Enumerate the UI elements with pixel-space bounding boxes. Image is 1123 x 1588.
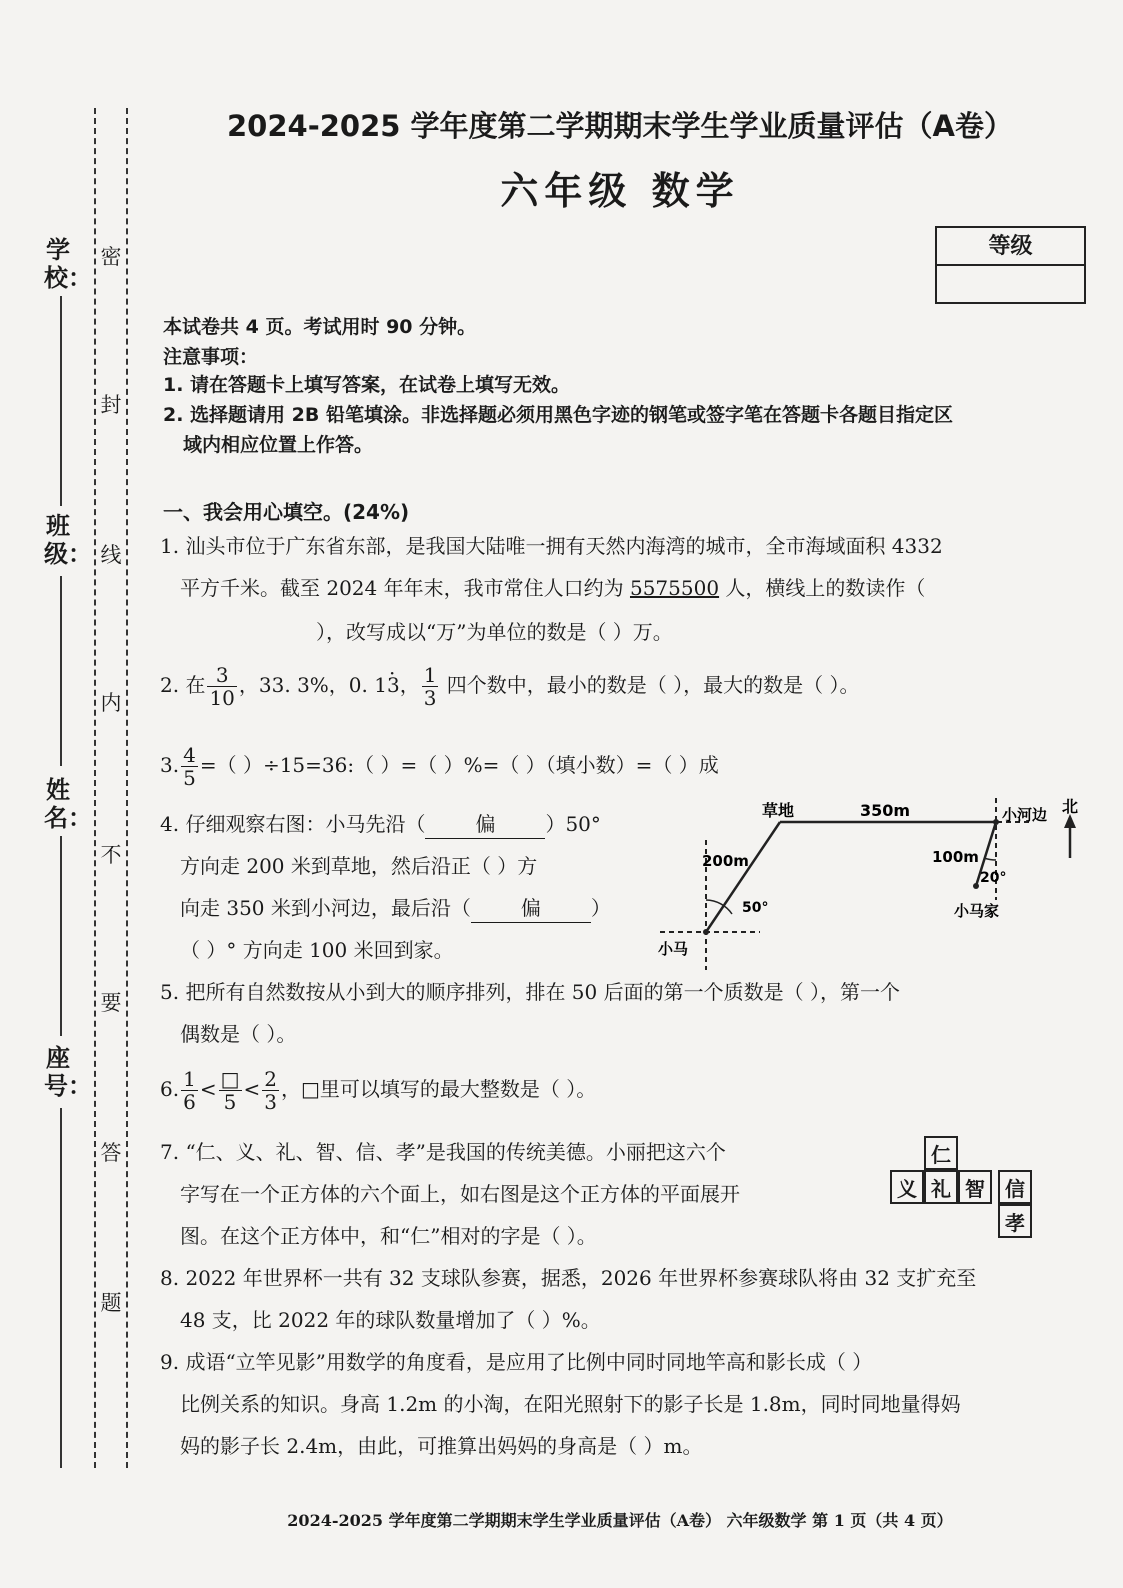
page-footer: 2024-2025 学年度第二学期期末学生学业质量评估（A卷） 六年级数学 第 1 页（共 4 页） [287,1511,953,1530]
label-home: 小马家 [954,902,1000,920]
label-20deg: 20° [980,870,1007,886]
label-horse: 小马 [658,940,689,958]
seal-char: 题 [98,1290,124,1316]
seal-char: 封 [98,392,124,418]
note-item: 1. 请在答题卡上填写答案，在试卷上填写无效。 [163,374,571,396]
fraction: $\frac{□}{5}$ [220,1067,240,1114]
seal-char: 要 [98,990,124,1016]
seal-char: 答 [98,1140,124,1166]
repeating-digit: · 3 [387,673,400,697]
label-350m: 350m [860,801,911,820]
question-8-line-2: 48 支，比 2022 年的球队数量增加了（ ）%。 [180,1308,601,1332]
school-label: 学校： [44,236,92,292]
net-face: 义 [890,1170,924,1204]
exam-info: 本试卷共 4 页。考试用时 90 分钟。 [163,316,477,338]
fraction: $\frac{4}{5}$ [183,743,196,790]
question-1-line-2: 平方千米。截至 2024 年年末，我市常住人口约为 5575500 人，横线上的数读作（ [180,576,926,600]
net-face: 智 [958,1170,992,1204]
fraction: $\frac{3}{10}$ [209,663,235,710]
question-5-line-1: 5. 把所有自然数按从小到大的顺序排列，排在 50 后面的第一个质数是（ ），第一个 [160,980,900,1004]
dashed-line-inner [126,108,128,1468]
blank-direction-1: 偏 [425,810,545,839]
question-6: 6. $\frac{1}{6}$ < $\frac{□}{5}$ < $\frac{2}{3}$ ，□里可以填写的最大整数是（ ）。 [160,1067,597,1114]
class-line [60,576,62,766]
school-line [60,296,62,506]
name-label: 姓名： [44,776,92,832]
exam-subtitle: 六年级 数学 [500,168,740,213]
label-grass: 草地 [762,801,795,820]
question-4-line-4: （ ）° 方向走 100 米回到家。 [180,938,454,962]
question-1-line-3: ），改写成以“万”为单位的数是（ ）万。 [316,620,673,644]
underlined-number: 5575500 [629,576,720,600]
question-5-line-2: 偶数是（ ）。 [180,1022,297,1046]
seat-label: 座号： [44,1044,92,1100]
net-face: 信 [998,1170,1032,1204]
question-2: 2. 在 $\frac{3}{10}$ ，33. 3%，0. 1· 3， $\frac{1}{3}$ 四个数中，最小的数是（ ），最大的数是（ ）。 [160,664,860,709]
label-river: 小河边 [1002,806,1048,824]
grade-box [935,226,1086,304]
name-line [60,836,62,1036]
question-4-line-1: 4. 仔细观察右图：小马先沿（ 偏 ）50° [160,810,601,839]
exam-title: 2024-2025 学年度第二学期期末学生学业质量评估（A卷） [226,109,1013,143]
question-9-line-3: 妈的影子长 2.4m，由此，可推算出妈妈的身高是（ ）m。 [180,1434,703,1458]
seal-char: 密 [98,244,124,270]
grade-label: 等级 [937,228,1084,266]
route-map-diagram [650,790,1090,980]
question-7-line-1: 7. “仁、义、礼、智、信、孝”是我国的传统美德。小丽把这六个 [160,1140,726,1164]
question-8-line-1: 8. 2022 年世界杯一共有 32 支球队参赛，据悉，2026 年世界杯参赛球队将由 32 支扩充至 [160,1266,977,1290]
seal-char: 线 [98,542,124,568]
fraction: $\frac{1}{6}$ [183,1067,196,1114]
question-4-line-2: 方向走 200 米到草地，然后沿正（ ）方 [180,854,538,878]
question-4-line-3: 向走 350 米到小河边，最后沿（ 偏 ） [180,894,611,923]
label-200m: 200m [702,852,749,870]
class-label: 班级： [44,512,92,568]
question-9-line-2: 比例关系的知识。身高 1.2m 的小淘，在阳光照射下的影子长是 1.8m，同时同地量得妈 [180,1392,961,1416]
question-7-line-2: 字写在一个正方体的六个面上，如右图是这个正方体的平面展开 [180,1182,740,1206]
seal-char: 内 [98,690,124,716]
question-1-line-1: 1. 汕头市位于广东省东部，是我国大陆唯一拥有天然内海湾的城市，全市海域面积 4332 [160,534,943,558]
fraction: $\frac{1}{3}$ [423,663,437,710]
dashed-line-outer [94,108,96,1468]
question-3: 3. $\frac{4}{5}$ =（ ）÷15=36:（ ）=（ ）%=（ ）（填小数）=（ ）成 [160,743,719,790]
net-face: 仁 [924,1136,958,1170]
seal-char: 不 [98,842,124,868]
note-item: 2. 选择题请用 2B 铅笔填涂。非选择题必须用黑色字迹的钢笔或签字笔在答题卡各题目指定区 [163,404,953,426]
label-north: 北 [1062,797,1079,816]
blank-direction-2: 偏 [471,894,591,923]
section-heading: 一、我会用心填空。(24%) [163,500,410,524]
question-9-line-1: 9. 成语“立竿见影”用数学的角度看，是应用了比例中同时同地竿高和影长成（ ） [160,1350,873,1374]
label-100m: 100m [932,848,979,866]
notes-heading: 注意事项： [163,346,259,368]
fraction: $\frac{2}{3}$ [264,1067,277,1114]
net-face: 孝 [998,1204,1032,1238]
note-item-cont: 域内相应位置上作答。 [183,434,374,456]
label-50deg: 50° [742,900,769,916]
net-face: 礼 [924,1170,958,1204]
question-7-line-3: 图。在这个正方体中，和“仁”相对的字是（ ）。 [180,1224,597,1248]
seat-line [60,1108,62,1468]
